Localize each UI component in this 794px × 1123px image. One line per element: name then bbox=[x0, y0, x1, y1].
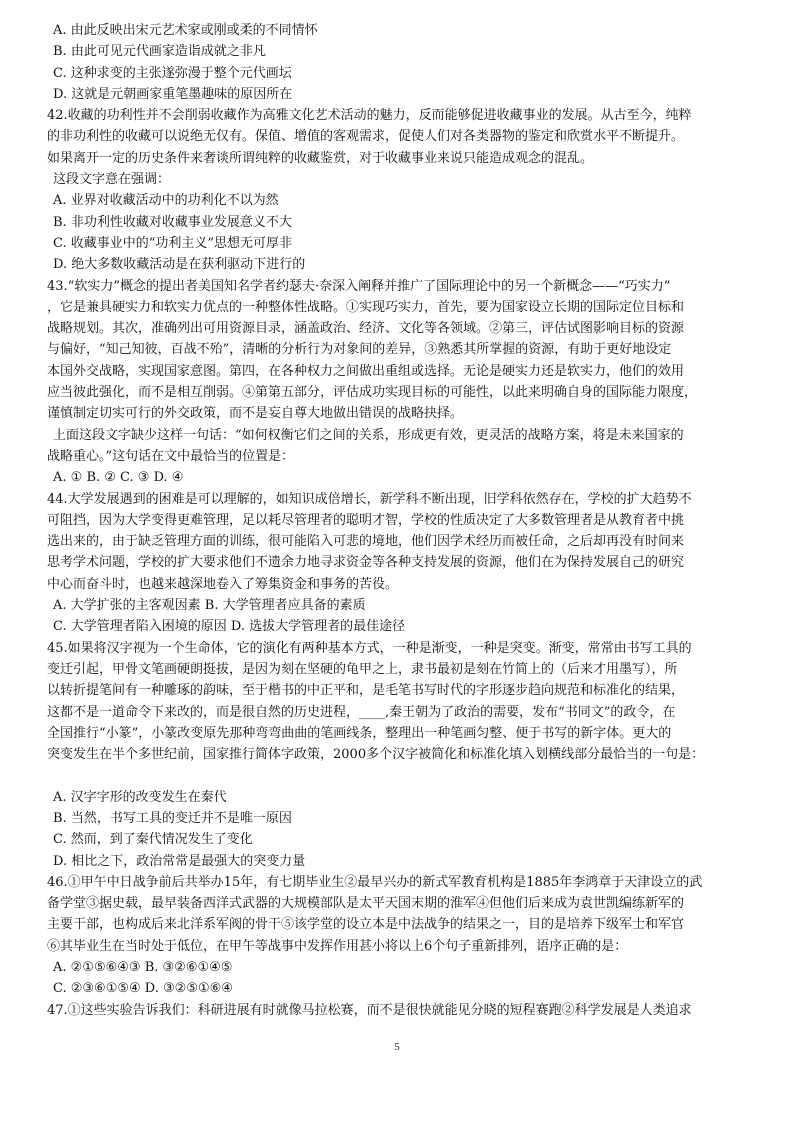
question-44-text: 可阻挡，因为大学变得更难管理，足以耗尽管理者的聪明才智，学校的性质决定了大多数管理者是从教育者中挑 bbox=[47, 512, 685, 528]
option-c: C. 这种求变的主张遂弥漫于整个元代画坛 bbox=[53, 65, 292, 81]
question-45-text: 以转折提笔间有一种雕琢的韵味，至于楷书的中正平和，是毛笔书写时代的字形逐步趋向规范和标准化的结果， bbox=[47, 683, 685, 699]
question-43-text: 战略规划。其次，准确列出可用资源目录，涵盖政治、经济、文化等各领域。②第三，评估试图影响目标的资源 bbox=[47, 321, 685, 337]
question-45-text: 全国推行“小篆”，小篆改变原先那种弯弯曲曲的笔画线条，整理出一种笔画匀整、便于书写的新字体。更大的 bbox=[47, 725, 672, 741]
question-44-options: C. 大学管理者陷入困境的原因 D. 选拔大学管理者的最佳途径 bbox=[53, 619, 406, 635]
option-d: D. 绝大多数收藏活动是在获利驱动下进行的 bbox=[53, 257, 306, 273]
question-43-text: 与偏好，“知己知彼，百战不殆”，清晰的分析行为对象间的差异，③熟悉其所掌握的资源，有助于更好地设定 bbox=[47, 342, 672, 358]
question-45-text: 这都不是一道命令下来改的，而是很自然的历史进程，____,秦王朝为了政治的需要，发布“书同文”的政令，在 bbox=[47, 704, 676, 720]
question-45-text: 变迁引起，甲骨文笔画硬朗挺拔，是因为刻在坚硬的龟甲之上，隶书最初是刻在竹简上的（后来才用墨写），所 bbox=[47, 661, 678, 677]
option-b: B. 当然，书写工具的变迁并不是唯一原因 bbox=[53, 810, 292, 826]
question-46-options: A. ②①⑤⑥④③ B. ③②⑥①④⑤ bbox=[53, 960, 233, 976]
question-42-text: 的非功利性的收藏可以说绝无仅有。保值、增值的客观需求，促使人们对各类器物的鉴定和欣赏水平不断提升。 bbox=[47, 129, 685, 145]
option-a: A. 由此反映出宋元艺术家或刚或柔的不同情怀 bbox=[53, 23, 318, 38]
option-b: B. 非功利性收藏对收藏事业发展意义不大 bbox=[53, 214, 292, 230]
question-44-text: 中心而奋斗时，也越来越深地卷入了筹集资金和事务的苦役。 bbox=[47, 576, 399, 592]
question-46-text: 主要干部，也构成后来北洋系军阀的骨干⑤该学堂的设立本是中法战争的结果之一，目的是培养下级军士和军官 bbox=[47, 917, 685, 933]
question-43-text: 43.“软实力”概念的提出者美国知名学者约瑟夫·奈深入阐释并推广了国际理论中的另一个新概念——“巧实力” bbox=[47, 278, 671, 294]
question-44-options: A. 大学扩张的主客观因素 B. 大学管理者应具备的素质 bbox=[53, 598, 366, 614]
question-43-text: 应当彼此强化，而不是相互削弱。④第第五部分，评估成功实现目标的可能性，以此来明确自身的国际能力限度， bbox=[47, 385, 698, 401]
question-45-text: 突变发生在半个多世纪前，国家推行简体字政策，2000多个汉字被简化和标准化填入划横线部分最恰当的一句是： bbox=[47, 747, 705, 763]
question-44-text: 思考学术问题，学校的扩大要求他们不遗余力地寻求资金等各种支持发展的资源，他们在为保持发展自己的研究 bbox=[47, 555, 685, 571]
question-42-text: 如果离开一定的历史条件来奢谈所谓纯粹的收藏鉴赏，对于收藏事业来说只能造成观念的混乱。 bbox=[47, 150, 594, 166]
question-43-text: 谨慎制定切实可行的外交政策，而不是妄自尊大地做出错误的战略抉择。 bbox=[47, 406, 464, 422]
question-46-options: C. ②③⑥①⑤④ D. ③②⑤①⑥④ bbox=[53, 981, 233, 997]
option-b: B. 由此可见元代画家造诣成就之非凡 bbox=[53, 44, 266, 60]
question-44-text: 选出来的，由于缺乏管理方面的训练，很可能陷入可悲的境地，他们因学术经历而被任命，之后却再没有时间来 bbox=[47, 534, 685, 550]
question-42-text: 42.收藏的功利性并不会削弱收藏作为高雅文化艺术活动的魅力，反而能够促进收藏事业的发展。从古至今，纯粹 bbox=[47, 108, 692, 124]
question-42-prompt: 这段文字意在强调： bbox=[53, 172, 171, 188]
page-number: 5 bbox=[394, 1041, 400, 1053]
option-d: D. 这就是元朝画家重笔墨趣味的原因所在 bbox=[53, 86, 293, 102]
option-d: D. 相比之下，政治常常是最强大的突变力量 bbox=[53, 853, 306, 869]
question-46-text: 46.①甲午中日战争前后共举办15年，有七期毕业生②最早兴办的新式军教育机构是1885年李鸿章于天津设立的武 bbox=[47, 874, 703, 890]
option-a: A. 业界对收藏活动中的功利化不以为然 bbox=[53, 193, 279, 209]
option-c: C. 然而，到了秦代情况发生了变化 bbox=[53, 832, 253, 848]
question-43-text: 本国外交战略，实现国家意图。第四，在各种权力之间做出重组或选择。无论是硬实力还是软实力，他们的效用 bbox=[47, 363, 685, 379]
question-45-text: 45.如果将汉字视为一个生命体，它的演化有两种基本方式，一种是渐变，一种是突变。渐变，常常由书写工具的 bbox=[47, 640, 692, 656]
question-43-options: A. ① B. ② C. ③ D. ④ bbox=[53, 470, 184, 486]
document-page bbox=[47, 20, 747, 1021]
option-c: C. 收藏事业中的“功利主义”思想无可厚非 bbox=[53, 235, 293, 251]
blank-line bbox=[47, 765, 747, 786]
question-43-text: ，它是兼具硬实力和软实力优点的一种整体性战略。①实现巧实力，首先，要为国家设立长期的国际定位目标和 bbox=[47, 299, 685, 315]
question-44-text: 44.大学发展遇到的困难是可以理解的，如知识成倍增长，新学科不断出现，旧学科依然存在，学校的扩大趋势不 bbox=[47, 491, 692, 507]
question-43-prompt: 战略重心。”这句话在文中最恰当的位置是： bbox=[47, 448, 295, 464]
question-46-text: ⑥其毕业生在当时处于低位，在甲午等战事中发挥作用甚小将以上6个句子重新排列，语序正确的是： bbox=[47, 938, 628, 954]
option-a: A. 汉字字形的改变发生在秦代 bbox=[53, 789, 227, 805]
question-43-prompt: 上面这段文字缺少这样一句话：“如何权衡它们之间的关系，形成更有效，更灵活的战略方案，将是未来国家的 bbox=[53, 427, 684, 443]
question-47-text: 47.①这些实验告诉我们：科研进展有时就像马拉松赛，而不是很快就能见分晓的短程赛跑②科学发展是人类追求 bbox=[47, 1002, 692, 1018]
question-46-text: 备学堂③据史载，最早装备西洋式武器的大规模部队是太平天国末期的淮军④但他们后来成为袁世凯编练新军的 bbox=[47, 896, 685, 912]
